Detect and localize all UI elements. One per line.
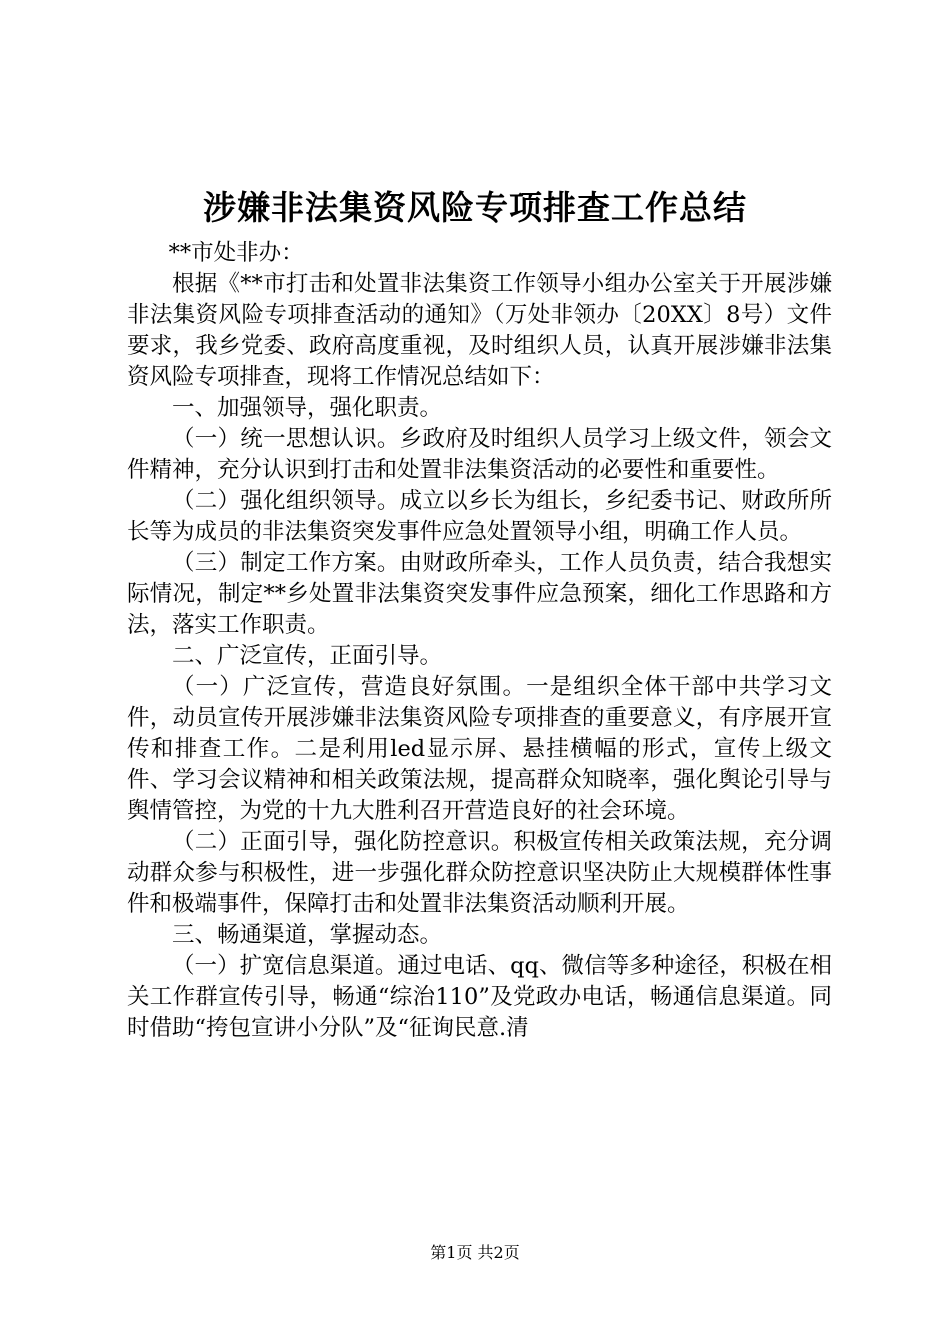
document-title: 涉嫌非法集资风险专项排查工作总结	[203, 188, 747, 227]
section-1-item-3: （三）制定工作方案。由财政所牵头，工作人员负责，结合我想实际情况，制定**乡处置非法集资突发事件应急预案，细化工作思路和方法，落实工作职责。	[127, 550, 832, 638]
section-1-item-2: （二）强化组织领导。成立以乡长为组长，乡纪委书记、财政所所长等为成员的非法集资突发事件应急处置领导小组，明确工作人员。	[127, 488, 832, 545]
intro-paragraph: 根据《**市打击和处置非法集资工作领导小组办公室关于开展涉嫌非法集资风险专项排查活动的通知》（万处非领办〔20XX〕8号）文件要求，我乡党委、政府高度重视，及时组织人员，认真开展涉嫌非法集资风险专项排查，现将工作情况总结如下：	[127, 271, 832, 390]
section-heading-1: 一、加强领导，强化职责。	[172, 395, 443, 421]
salutation: **市处非办：	[168, 240, 304, 266]
section-heading-2: 二、广泛宣传，正面引导。	[172, 643, 443, 669]
section-1-item-1: （一）统一思想认识。乡政府及时组织人员学习上级文件，领会文件精神，充分认识到打击和处置非法集资活动的必要性和重要性。	[127, 426, 832, 483]
document-body	[127, 238, 832, 1044]
page-footer: 第1页 共2页	[430, 1243, 520, 1262]
section-3-item-1: （一）扩宽信息渠道。通过电话、qq、微信等多种途径，积极在相关工作群宣传引导，畅通“综治110”及党政办电话，畅通信息渠道。同时借助“挎包宣讲小分队”及“征询民意.清	[127, 953, 832, 1041]
section-2-item-2: （二）正面引导，强化防控意识。积极宣传相关政策法规，充分调动群众参与积极性，进一步强化群众防控意识坚决防止大规模群体性事件和极端事件，保障打击和处置非法集资活动顺利开展。	[127, 829, 832, 917]
section-heading-3: 三、畅通渠道，掌握动态。	[172, 922, 443, 948]
section-2-item-1: （一）广泛宣传，营造良好氛围。一是组织全体干部中共学习文件，动员宣传开展涉嫌非法集资风险专项排查的重要意义，有序展开宣传和排查工作。二是利用led显示屏、悬挂横幅的形式，宣传上级文件、学习会议精神和相关政策法规，提高群众知晓率，强化舆论引导与舆情管控，为党的十九大胜利召开营造良好的社会环境。	[127, 674, 832, 824]
